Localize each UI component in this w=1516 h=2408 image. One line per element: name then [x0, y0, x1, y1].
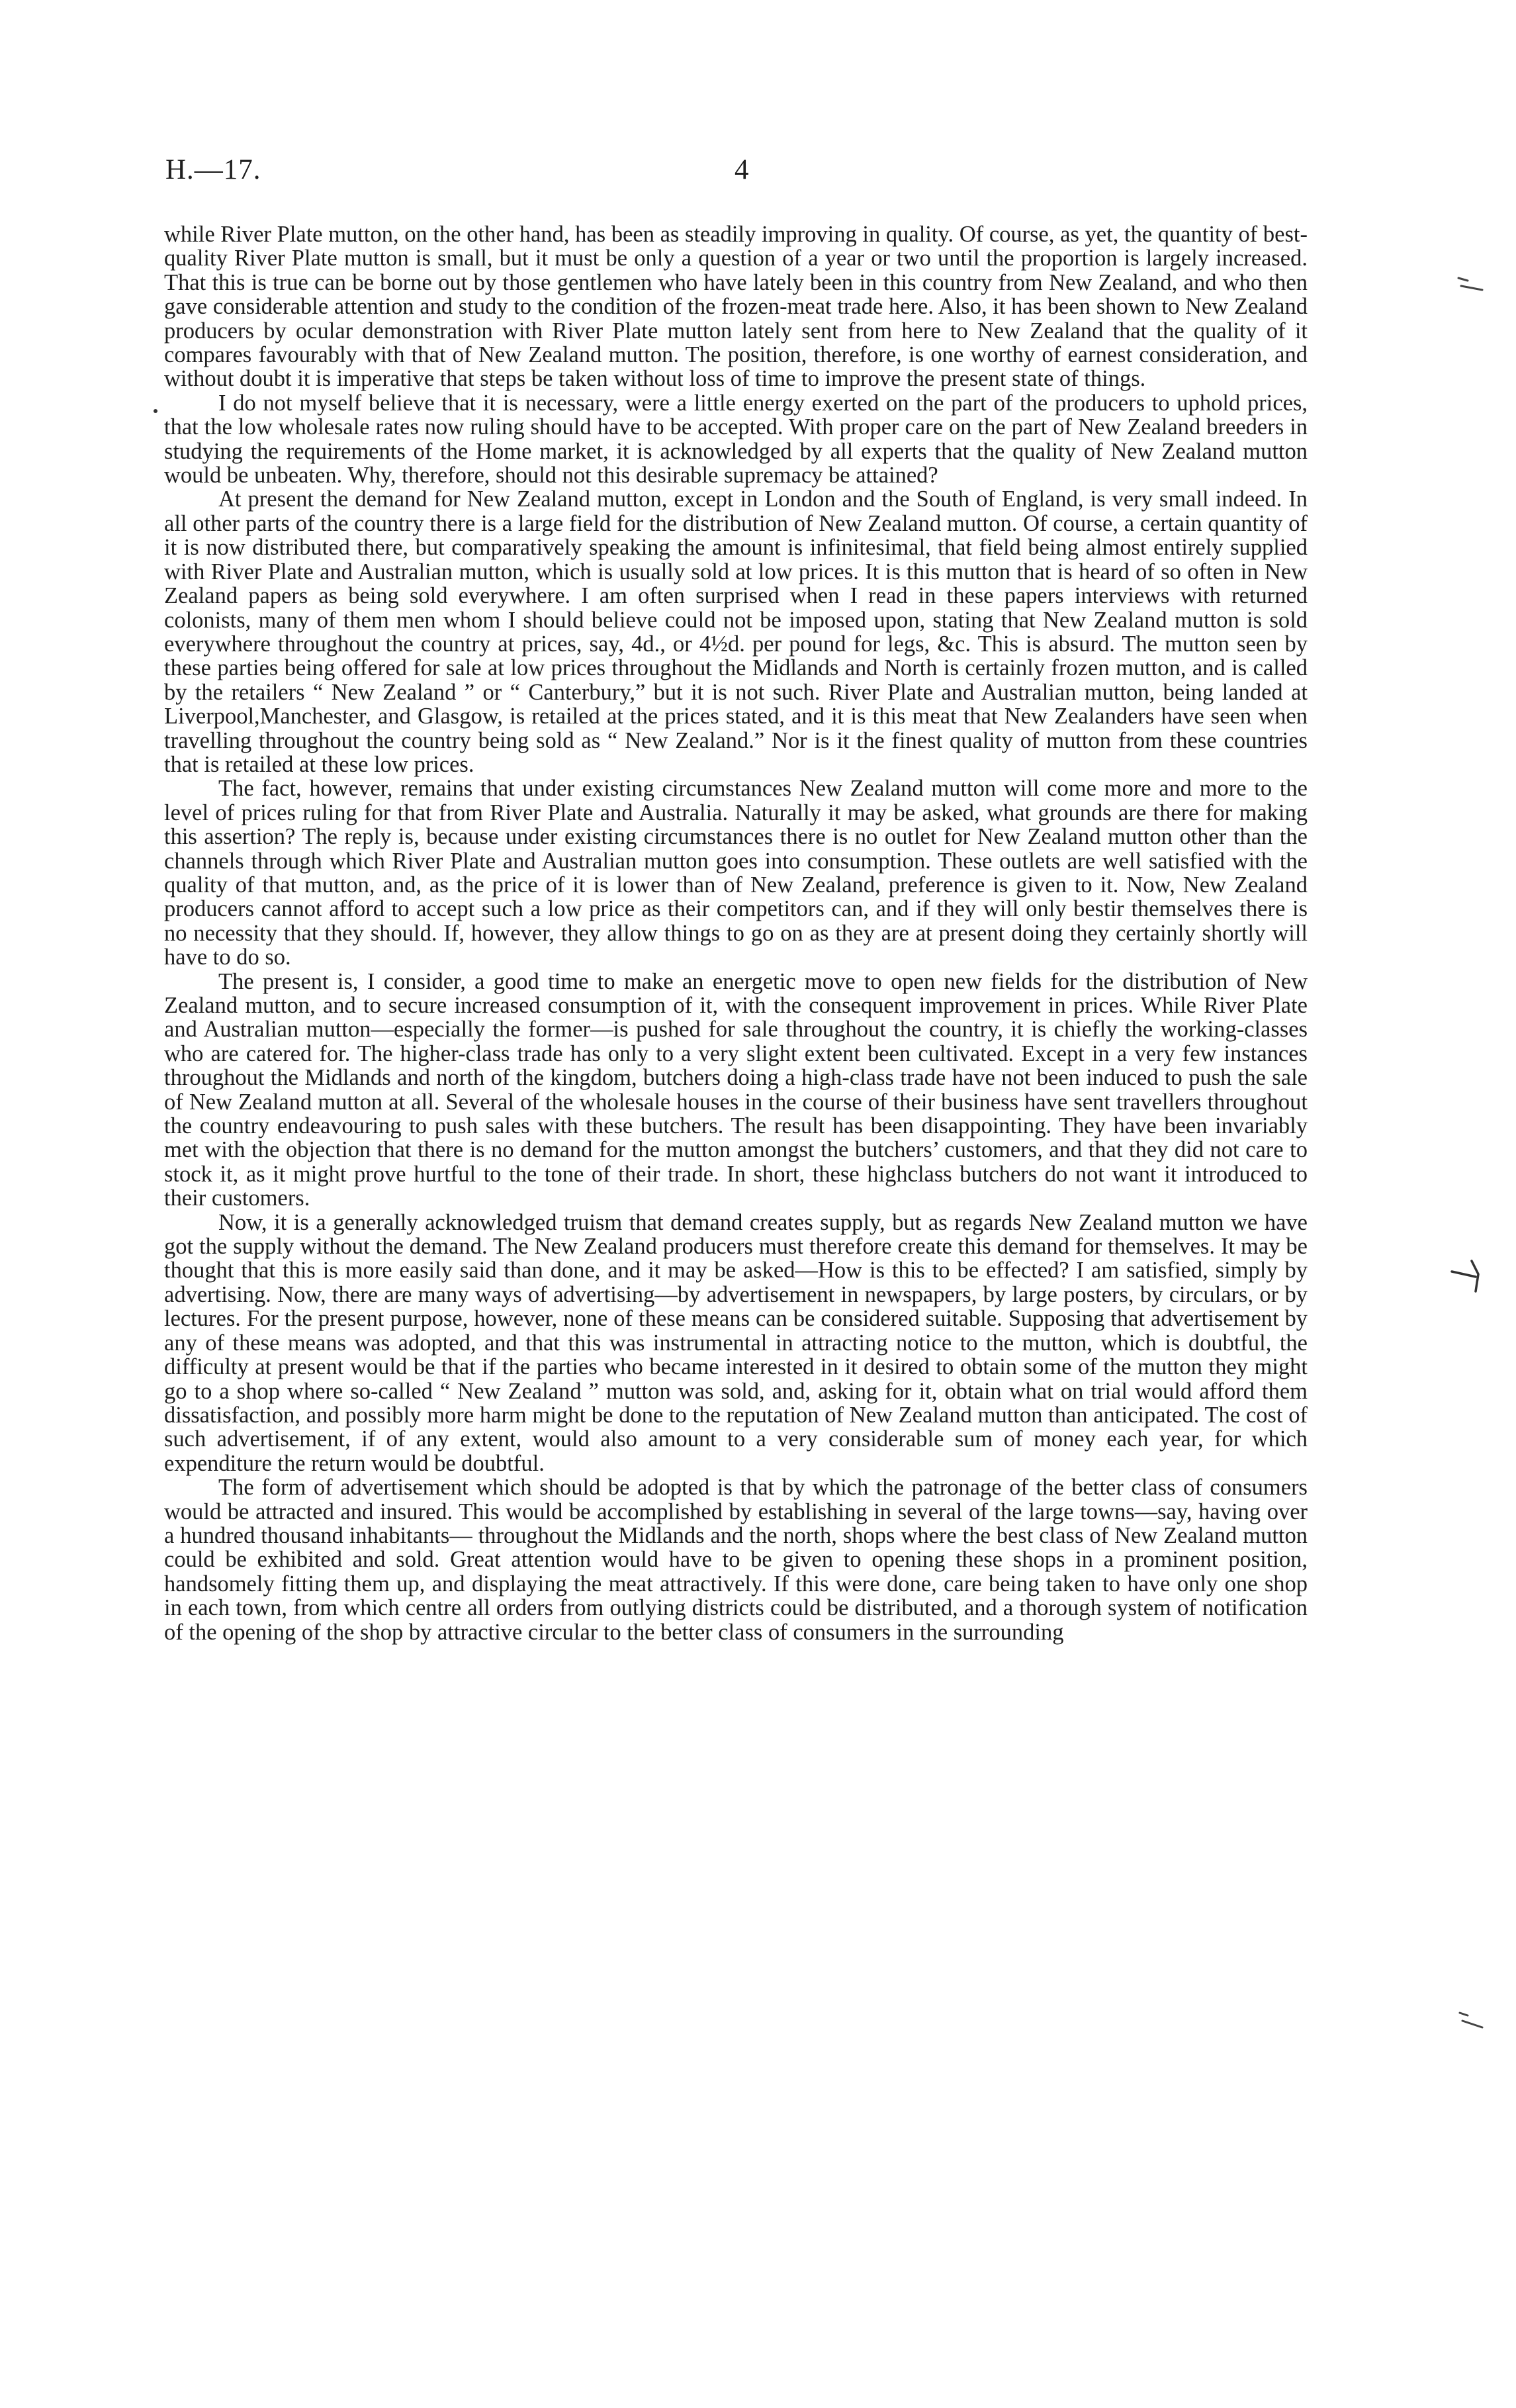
- document-reference: H.—17.: [165, 154, 261, 185]
- margin-tick-mark: [1456, 2001, 1495, 2041]
- paragraph: The form of advertisement which should be adopted is that by which the patronage of the better class of consumers would be attracted and insured. This would be accomplished by establishing in several of the large towns—say, having over a hundred thousand inhabitants— throughout the Midlands and the north, shops where the best class of New Zealand mutton could be exhibited and sold. Great attention would have to be given to opening these shops in a prominent position, handsomely fitting them up, and displaying the meat attractively. If this were done, care being taken to have only one shop in each town, from which centre all orders from outlying districts could be distributed, and a thorough system of notification of the opening of the shop by attractive circular to the better class of consumers in the surrounding: [164, 1475, 1308, 1645]
- paragraph: At present the demand for New Zealand mutton, except in London and the South of England, is very small indeed. In all other parts of the country there is a large field for the distribution of New Zealand mutton. Of course, a certain quantity of it is now distributed there, but comparatively speaking the amount is infinitesimal, that field being almost entirely supplied with River Plate and Australian mutton, which is usually sold at low prices. It is this mutton that is heard of so often in New Zealand papers as being sold everywhere. I am often surprised when I read in these papers interviews with returned colonists, many of them men whom I should believe could not be imposed upon, stating that New Zealand mutton is sold everywhere throughout the country at prices, say, 4d., or 4½d. per pound for legs, &c. This is absurd. The mutton seen by these parties being offered for sale at low prices throughout the Midlands and North is certainly frozen mutton, and is called by the retailers “ New Zealand ” or “ Canterbury,” but it is not such. River Plate and Australian mutton, being landed at Liverpool,‌Manchester, and Glasgow, is retailed at the prices stated, and it is this meat that New Zealanders have seen when travelling throughout the country being sold as “ New Zealand.” Nor is it the finest quality of mutton from these countries that is retailed at these low prices.: [164, 486, 1308, 777]
- tick-mark-icon: [1449, 1254, 1489, 1294]
- margin-tick-mark: [1453, 263, 1493, 303]
- paragraph: I do not myself believe that it is necessary, were a little energy exerted on the part of the producers to uphold prices, that the low wholesale rates now ruling should have to be accepted. With proper care on the part of New Zealand breeders in studying the requirements of the Home market, it is acknowledged by all experts that the quality of New Zealand mutton would be unbeaten. Why, therefore, should not this desirable supremacy be attained?: [164, 390, 1308, 488]
- running-head: [165, 154, 1304, 193]
- paragraph: Now, it is a generally acknowledged truism that demand creates supply, but as regards New Zealand mutton we have got the supply without the demand. The New Zealand producers must therefore create this demand for themselves. It may be thought that this is more easily said than done, and it may be asked—How is this to be effected? I am satisfied, simply by advertising. Now, there are many ways of advertising—by advertisement in newspapers, by large posters, by circulars, or by lectures. For the present purpose, however, none of these means can be considered suitable. Supposing that advertisement by any of these means was adopted, and that this was instrumental in attracting notice to the mutton, which is doubtful, the difficulty at present would be that if the parties who became interested in it desired to obtain some of the mutton they might go to a shop where so-called “ New Zealand ” mutton was sold, and, asking for it, obtain what on trial would afford them dissatisfaction, and possibly more harm might be done to the reputation of New Zealand mutton than anticipated. The cost of such advertisement, if of any extent, would also amount to a very considerable sum of money each year, for which expenditure the return would be doubtful.: [164, 1209, 1308, 1476]
- paragraph: The fact, however, remains that under existing circumstances New Zealand mutton will come more and more to the level of prices ruling for that from River Plate and Australia. Naturally it may be asked, what grounds are there for making this assertion? The reply is, because under existing circumstances there is no outlet for New Zealand mutton other than the channels through which River Plate and Australian mutton goes into consumption. These outlets are well satisfied with the quality of that mutton, and, as the price of it is lower than of New Zealand, preference is given to it. Now, New Zealand producers cannot afford to accept such a low price as their competitors can, and if they will only bestir themselves there is no necessity that they should. If, however, they allow things to go on as they are at present doing they certainly shortly will have to do so.: [164, 776, 1308, 970]
- tick-mark-icon: [1456, 2001, 1495, 2041]
- body-text: [164, 222, 1308, 1644]
- margin-tick-mark: [1449, 1254, 1489, 1294]
- tick-mark-icon: [1453, 263, 1493, 303]
- page-number: 4: [735, 154, 749, 185]
- margin-dot: [154, 409, 157, 413]
- paragraph: while River Plate mutton, on the other hand, has been as steadily improving in quality. Of course, as yet, the quantity of best-quality River Plate mutton is small, but it must be only a question of a year or two until the proportion is largely increased. That this is true can be borne out by those gentlemen who have lately been in this country from New Zealand, and who then gave considerable attention and study to the condition of the frozen-meat trade here. Also, it has been shown to New Zealand producers by ocular demonstration with River Plate mutton lately sent from here to New Zealand that the quality of it compares favourably with that of New Zealand mutton. The position, therefore, is one worthy of earnest consideration, and without doubt it is imperative that steps be taken without loss of time to improve the present state of things.: [164, 222, 1308, 392]
- paragraph: The present is, I consider, a good time to make an energetic move to open new fields for the distribution of New Zealand mutton, and to secure increased consumption of it, with the consequent improvement in prices. While River Plate and Australian mutton—especially the former—is pushed for sale throughout the country, it is chiefly the working-classes who are catered for. The higher-class trade has only to a very slight extent been cultivated. Except in a very few instances throughout the Midlands and north of the kingdom, butchers doing a high-class trade have not been induced to push the sale of New Zealand mutton at all. Several of the wholesale houses in the course of their business have sent travellers throughout the country endeavouring to push sales with these butchers. The result has been disappointing. They have been invariably met with the objection that there is no demand for the mutton amongst the butchers’ customers, and that they did not care to stock it, as it might prove hurtful to the tone of their trade. In short, these highclass butchers do not want it introduced to their customers.: [164, 968, 1308, 1211]
